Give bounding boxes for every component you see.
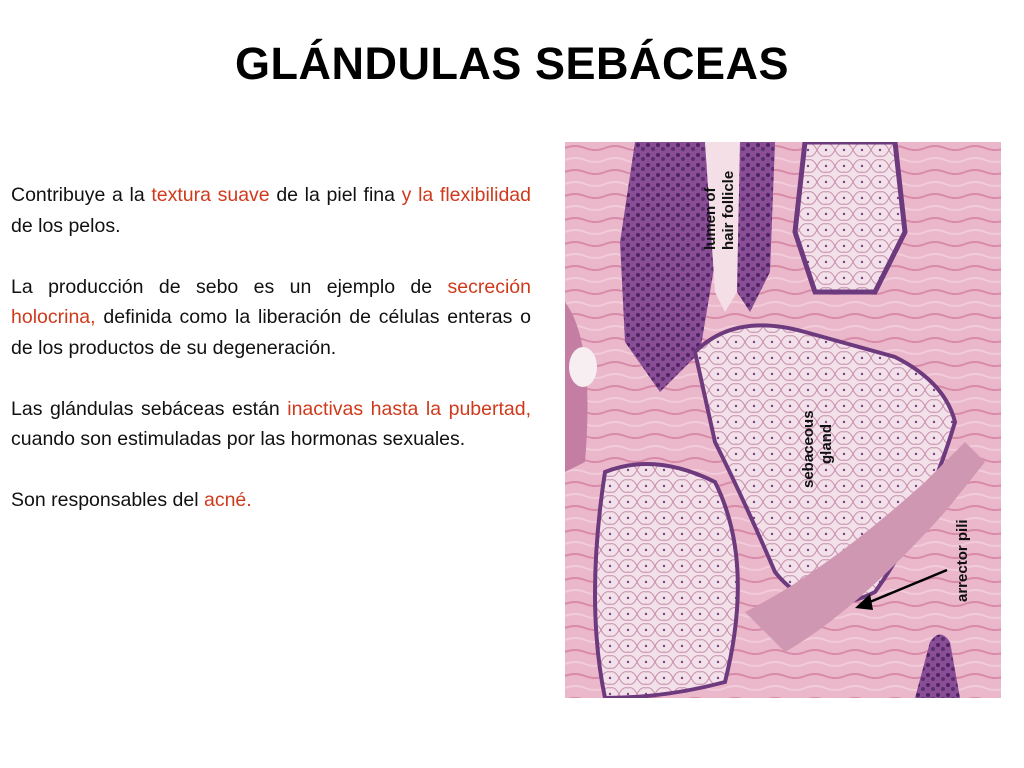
- highlighted-text: y la flexibilidad: [401, 184, 531, 206]
- paragraph-text: definida como la liberación de células enteras o de los productos de su degeneración.: [11, 306, 531, 359]
- label-gland-line1: sebaceous: [800, 410, 817, 488]
- label-arrector-text: arrector pili: [954, 519, 971, 602]
- highlighted-text: inactivas hasta la pubertad,: [287, 397, 531, 420]
- highlighted-text: secreción holocrina,: [11, 275, 531, 328]
- paragraph-text: Contribuye a la: [11, 184, 152, 206]
- paragraph-text: Las glándulas sebáceas están: [11, 397, 288, 420]
- body-text: [11, 180, 531, 546]
- label-arrector: [954, 519, 971, 602]
- paragraph-text: de los pelos.: [11, 214, 121, 237]
- label-lumen-line1: lumen of: [702, 187, 719, 250]
- highlighted-text: acné.: [203, 489, 252, 511]
- paragraph-1: [11, 180, 531, 241]
- paragraph-text: cuando son estimuladas por las hormonas sexuales.: [11, 428, 466, 450]
- histology-micrograph: [565, 142, 1001, 698]
- paragraph-text: La producción de sebo es un ejemplo de: [11, 275, 448, 298]
- gland-lobe-lower: [595, 464, 738, 698]
- paragraph-3: [11, 394, 531, 455]
- slide-title: GLÁNDULAS SEBÁCEAS: [234, 38, 790, 89]
- paragraph-text: Son responsables del: [11, 489, 204, 511]
- label-lumen-line2: hair follicle: [720, 170, 737, 250]
- paragraph-2: [11, 272, 531, 364]
- paragraph-4: [11, 485, 531, 516]
- gland-lobe-upper: [795, 142, 905, 292]
- label-gland-line2: gland: [818, 424, 835, 464]
- highlighted-text: textura suave: [151, 184, 270, 206]
- paragraph-text: de la piel fina: [269, 184, 402, 206]
